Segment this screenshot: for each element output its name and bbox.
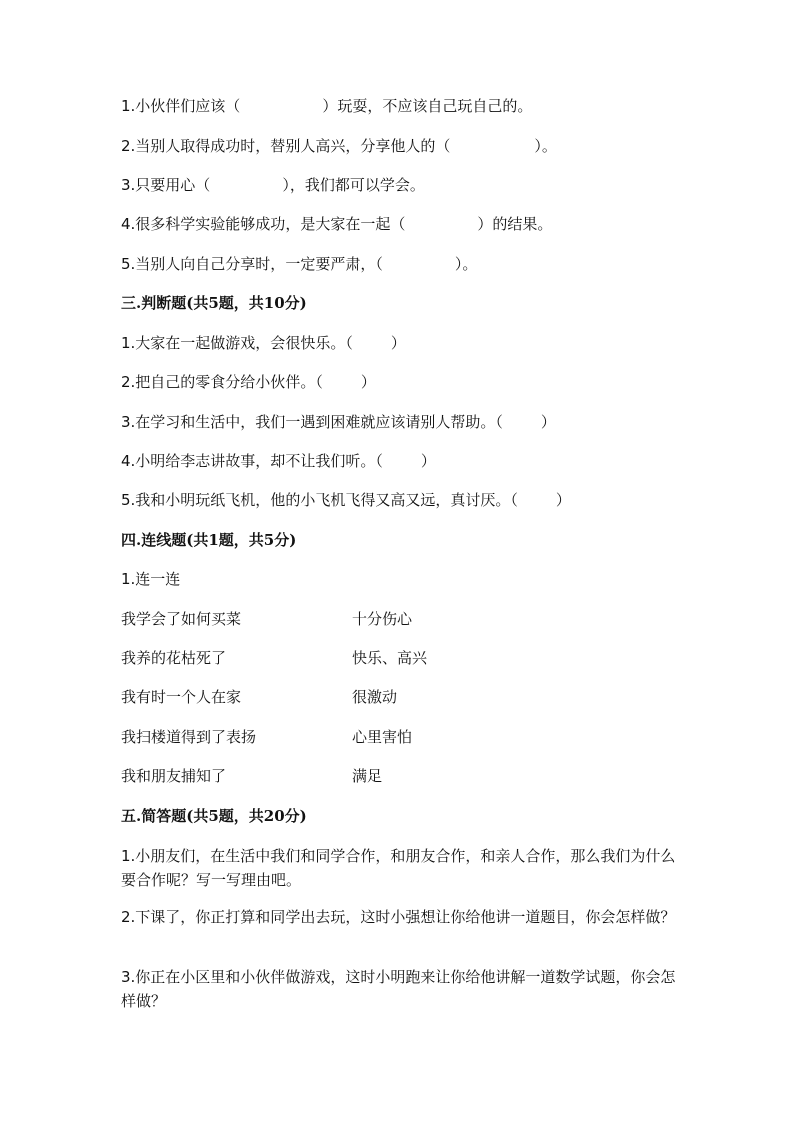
item-text: 5.我和小明玩纸飞机，他的小飞机飞得又高又远，真讨厌。（ <box>121 491 518 509</box>
judge-item-4 <box>121 451 436 471</box>
fill-blank-item-3 <box>121 175 425 195</box>
item-text: 3.在学习和生活中，我们一遇到困难就应该请别人帮助。（ <box>121 413 503 431</box>
item-text: ） <box>540 413 556 431</box>
match-left-item: 我学会了如何买菜 <box>121 610 242 628</box>
fill-blank-item-1 <box>121 96 532 116</box>
short-answer-item-2: 2.下课了，你正打算和同学出去玩，这时小强想让你给他讲一道题目，你会怎样做？ <box>121 908 676 926</box>
item-text: ）的结果。 <box>477 215 553 233</box>
item-text: ）。 <box>454 255 478 273</box>
match-left-item: 我有时一个人在家 <box>121 688 242 706</box>
item-text: 1.大家在一起做游戏，会很快乐。（ <box>121 334 353 352</box>
match-right-item: 十分伤心 <box>352 610 413 628</box>
match-right-item: 满足 <box>352 767 383 785</box>
section-4-title: 四.连线题(共1题，共5分) <box>121 531 297 549</box>
match-left-item: 我养的花枯死了 <box>121 649 227 667</box>
judge-item-1 <box>121 333 406 353</box>
item-text: ）玩耍，不应该自己玩自己的。 <box>322 97 533 115</box>
match-left-item: 我扫楼道得到了表扬 <box>121 728 257 746</box>
item-text: ）。 <box>534 137 557 155</box>
item-text: ） <box>420 452 436 470</box>
fill-blank-item-4 <box>121 214 552 234</box>
match-right-item: 心里害怕 <box>352 728 413 746</box>
fill-blank-item-5 <box>121 254 477 274</box>
short-answer-item-3: 3.你正在小区里和小伙伴做游戏，这时小明跑来让你给他讲解一道数学试题，你会怎样做？ <box>121 968 676 1010</box>
fill-blank-item-2 <box>121 136 557 156</box>
item-text: ） <box>390 334 406 352</box>
match-left-item: 我和朋友捕知了 <box>121 767 227 785</box>
judge-item-2 <box>121 372 376 392</box>
item-text: ） <box>360 373 376 391</box>
item-text: 4.很多科学实验能够成功，是大家在一起（ <box>121 215 406 233</box>
judge-item-5 <box>121 490 571 510</box>
item-text: 5.当别人向自己分享时，一定要严肃，（ <box>121 255 383 273</box>
item-text: 2.把自己的零食分给小伙伴。（ <box>121 373 323 391</box>
item-text: 1.小伙伴们应该（ <box>121 97 241 115</box>
item-text: ） <box>555 491 571 509</box>
matching-question: 1.连一连 <box>121 570 181 588</box>
item-text: 4.小明给李志讲故事，却不让我们听。（ <box>121 452 383 470</box>
section-5-title: 五.简答题(共5题，共20分) <box>121 807 307 825</box>
item-text: 2.当别人取得成功时，替别人高兴，分享他人的（ <box>121 137 451 155</box>
short-answer-item-1: 1.小朋友们，在生活中我们和同学合作，和朋友合作，和亲人合作，那么我们为什么要合作呢？写一写理由吧。 <box>121 847 676 889</box>
item-text: ），我们都可以学会。 <box>282 176 425 194</box>
match-right-item: 很激动 <box>352 688 398 706</box>
match-right-item: 快乐、高兴 <box>352 649 428 667</box>
judge-item-3 <box>121 412 556 432</box>
item-text: 3.只要用心（ <box>121 176 211 194</box>
section-3-title: 三.判断题(共5题，共10分) <box>121 294 307 312</box>
